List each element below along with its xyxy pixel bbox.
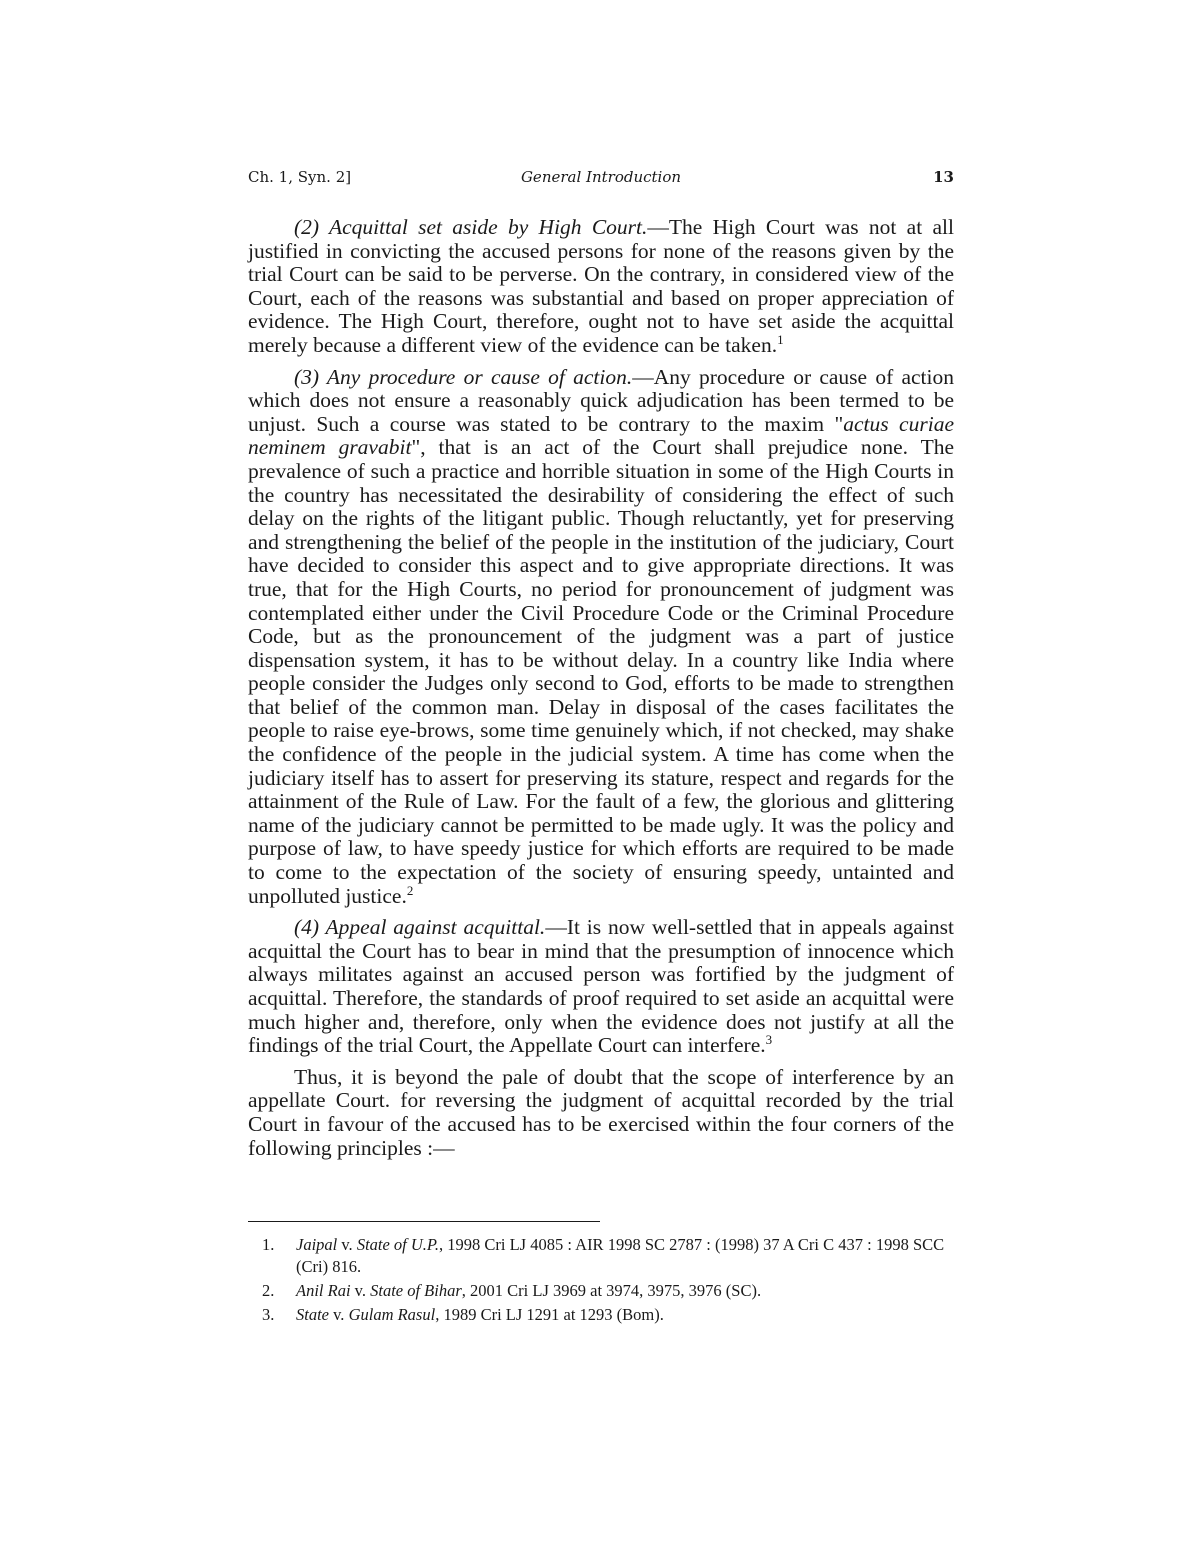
footnotes: [248, 1234, 954, 1328]
case-party: State: [296, 1305, 329, 1324]
footnote-separator: [248, 1221, 600, 1222]
chapter-reference: Ch. 1, Syn. 2]: [248, 168, 352, 186]
case-party: Gulam Rasul: [348, 1305, 436, 1324]
paragraph-text: Thus, it is beyond the pale of doubt that the scope of interference by an appellate Court. for reversing the judgment of acquittal recorded by the trial Court in favour of the accused has to be exercised within the four corners of the following principles :—: [248, 1064, 954, 1160]
footnote-item: [248, 1234, 954, 1278]
footnote-item: [248, 1304, 954, 1326]
page-number: 13: [933, 168, 954, 186]
footnote-text: [296, 1234, 954, 1278]
paragraph-text: —The High Court was not at all justified in convicting the accused persons for none of the reasons given by the trial Court can be said to be perverse. On the contrary, in considered view of the Court, each of the reasons was substantial and based on proper appreciation of evidence. The High Court, therefore, ought not to have set aside the acquittal merely because a different view of the evidence can be taken.: [248, 215, 954, 357]
running-title: General Introduction: [520, 168, 682, 186]
versus: v.: [329, 1305, 349, 1324]
footnote-number: 2.: [262, 1281, 275, 1300]
citation: , 1989 Cri LJ 1291 at 1293 (Bom).: [435, 1305, 664, 1324]
footnote-number: 3.: [262, 1305, 275, 1324]
paragraph-heading: (3) Any procedure or cause of action.: [294, 364, 633, 389]
footnote-item: [248, 1280, 954, 1302]
body-text: [248, 216, 954, 1160]
running-header: [248, 168, 954, 192]
paragraph-heading: (4) Appeal against acquittal.: [294, 915, 546, 940]
footnote-number: 1.: [262, 1235, 275, 1254]
paragraph-text: —Any procedure or cause of action which does not ensure a reasonably quick adjudication has been termed to be unjust. Such a course was stated to be contrary to the maxim ": [248, 364, 955, 436]
citation: , 2001 Cri LJ 3969 at 3974, 3975, 3976 (SC).: [461, 1281, 762, 1300]
footnote-text: [296, 1280, 954, 1302]
footnote-text: [296, 1304, 954, 1326]
case-party: Jaipal: [296, 1235, 338, 1254]
footnote-reference: 2: [406, 882, 414, 898]
paragraph-appeal-against-acquittal: [248, 916, 954, 1058]
versus: v.: [337, 1235, 357, 1254]
footnote-reference: 1: [777, 331, 784, 347]
paragraph-text: —It is now well-settled that in appeals against acquittal the Court has to bear in mind that the presumption of innocence which always militates against an accused person was fortified by the judgment of acquittal. Therefore, the standards of proof required to set aside an acquittal were much higher and, therefore, only when the evidence does not justify at all the findings of the trial Court, the Appellate Court can interfere.: [248, 915, 954, 1058]
case-party: Anil Rai: [296, 1281, 351, 1300]
paragraph-acquittal-set-aside: [248, 216, 954, 358]
versus: v.: [350, 1281, 371, 1300]
case-party: State of Bihar: [370, 1281, 462, 1300]
case-party: State of U.P.: [356, 1235, 440, 1254]
paragraph-heading: (2) Acquittal set aside by High Court.: [294, 215, 648, 239]
citation: , 1998 Cri LJ 4085 : AIR 1998 SC 2787 : (1998) 37 A Cri C 437 : 1998 SCC (Cri) 816.: [296, 1235, 945, 1276]
latin-maxim: actus curiae neminem gravabit: [248, 411, 954, 460]
paragraph-procedure-cause-of-action: [248, 366, 954, 909]
footnote-reference: 3: [765, 1032, 773, 1048]
paragraph-conclusion: [248, 1066, 954, 1160]
paragraph-text: ", that is an act of the Court shall prejudice none. The prevalence of such a practice and horrible situation in some of the High Courts in the country has necessitated the desirability of considering the effect of such delay on the rights of the litigant public. Though reluctantly, yet for preserving and strengthening the belief of the people in the institution of the judiciary, Court have decided to consider this aspect and to give appropriate directions. It was true, that for the High Courts, no period for pronouncement of judgment was contemplated either under the Civil Procedure Code or the Criminal Procedure Code, but as the pronouncement of the judgment was a part of justice dispensation system, it has to be without delay. In a country like India where people consider the Judges only second to God, efforts to be made to strengthen that belief of the common man. Delay in disposal of the cases facilitates the people to raise eye-brows, some time genuinely which, if not checked, may shake the confidence of the people in the judicial system. A time has come when the judiciary itself has to assert for preserving its stature, respect and regards for the attainment of the Rule of Law. For the fault of a few, the glorious and glittering name of the judiciary cannot be permitted to be made ugly. It was the policy and purpose of law, to have speedy justice for which efforts are required to be made to come to the expectation of the society of ensuring speedy, untainted and unpolluted justice.: [248, 435, 955, 908]
